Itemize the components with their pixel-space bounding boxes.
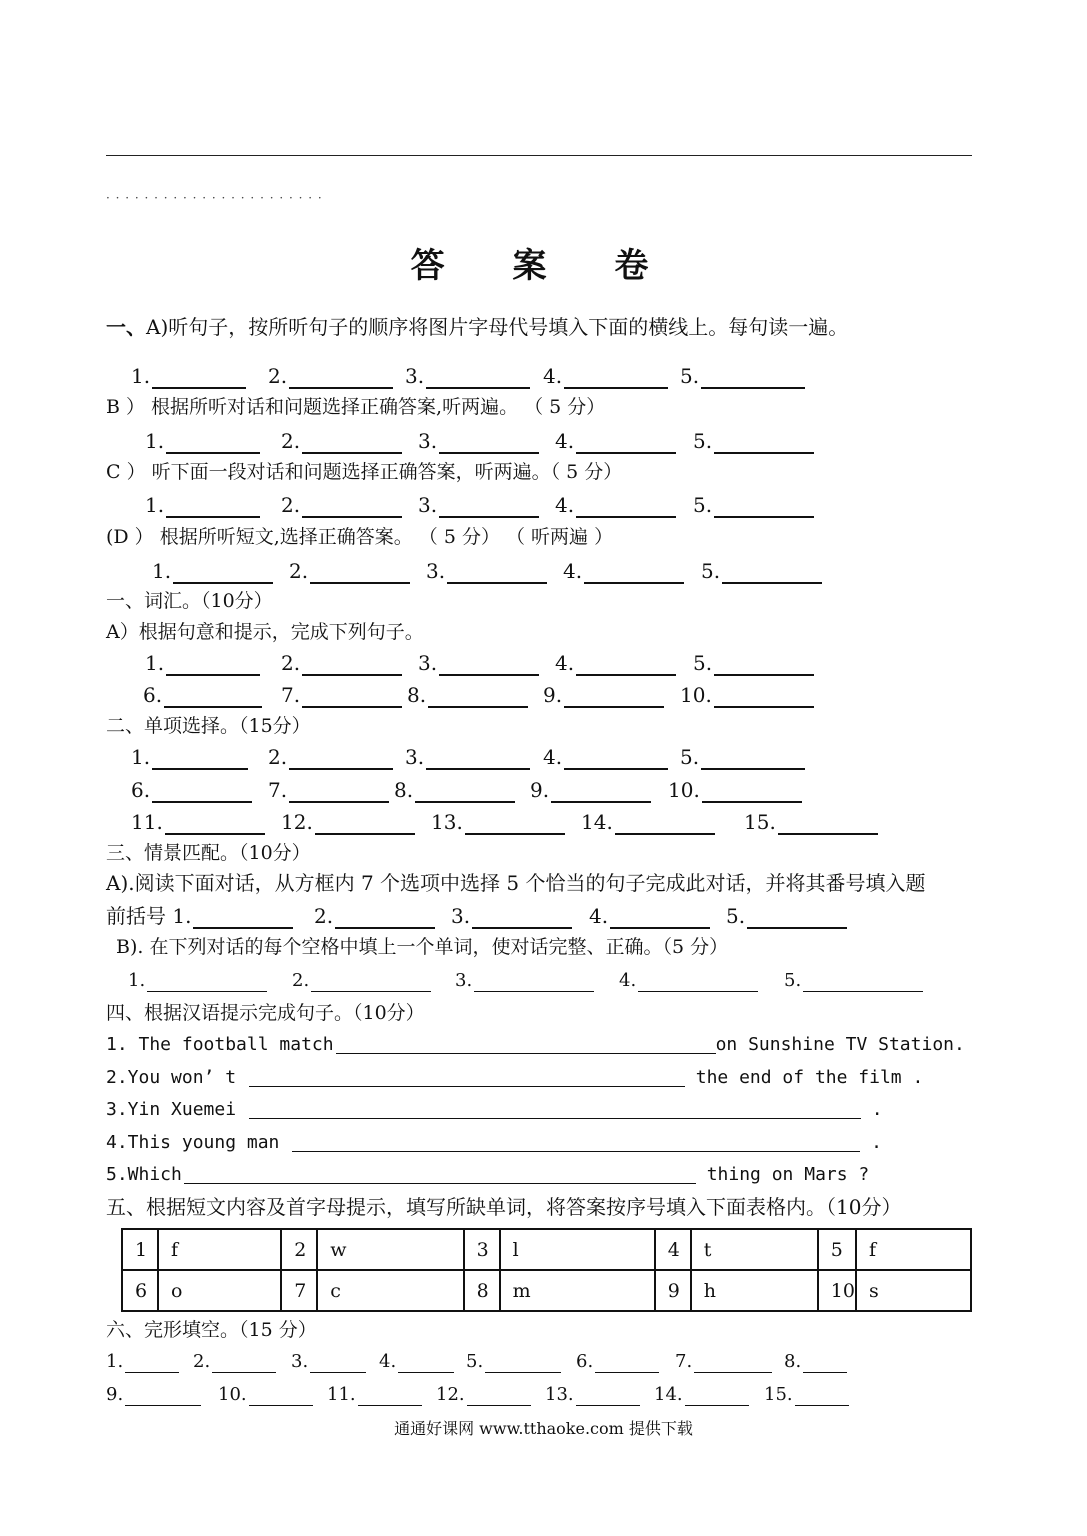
answer-blank[interactable] xyxy=(212,1350,276,1373)
answer-slot: 2. xyxy=(281,648,402,678)
table-row xyxy=(122,1270,971,1311)
answer-blank[interactable] xyxy=(701,365,805,389)
answer-blank[interactable] xyxy=(310,1350,366,1373)
answer-blank[interactable] xyxy=(289,779,389,803)
answer-blank[interactable] xyxy=(467,1383,531,1406)
answer-row-1a xyxy=(0,361,1087,391)
answer-blank[interactable] xyxy=(125,1350,179,1373)
answer-slot: 1. xyxy=(106,1347,179,1377)
answer-slot: 9. xyxy=(530,775,651,805)
answer-blank[interactable] xyxy=(289,746,393,770)
answer-slot: 2. xyxy=(289,556,410,586)
answer-slot: 3. xyxy=(405,742,530,772)
answer-row-1b xyxy=(0,426,1087,456)
table-cell-number: 3 xyxy=(464,1229,500,1270)
answer-slot: 7. xyxy=(281,680,402,710)
answer-slot: 4. xyxy=(543,361,668,391)
answer-slot: 1. xyxy=(131,361,246,391)
answer-slot: 7. xyxy=(675,1347,772,1377)
answer-blank[interactable] xyxy=(576,494,676,518)
answer-row-mc-2 xyxy=(0,775,1087,805)
answer-blank[interactable] xyxy=(778,811,878,835)
answer-slot: 9. xyxy=(106,1380,201,1410)
answer-slot: 4. xyxy=(619,966,758,996)
answer-blank[interactable] xyxy=(439,430,539,454)
answer-slot: 12. xyxy=(436,1380,531,1410)
answer-slot: 13. xyxy=(545,1380,640,1410)
answer-blank[interactable] xyxy=(576,430,676,454)
answer-row-vocab-2 xyxy=(0,680,1087,710)
answer-slot: 4. xyxy=(555,426,676,456)
answer-slot: 3. xyxy=(455,966,594,996)
answer-slot: 3. xyxy=(451,901,572,931)
dotted-leader: · · · · · · · · · · · · · · · · · · · · · · · xyxy=(106,191,323,205)
answer-blank[interactable] xyxy=(358,1383,422,1406)
answer-blank[interactable] xyxy=(803,1350,847,1373)
match-a-instruction: A).阅读下面对话，从方框内 7 个选项中选择 5 个恰当的句子完成此对话，并将其番号填入题 xyxy=(106,871,926,895)
answer-slot: 5. xyxy=(680,742,805,772)
sentence-item: 3.Yin Xuemei . xyxy=(106,1099,883,1120)
answer-slot: 10. xyxy=(668,775,802,805)
answer-blank[interactable] xyxy=(428,684,528,708)
answer-slot: 3. xyxy=(426,556,547,586)
answer-blank[interactable] xyxy=(147,969,267,992)
answer-slot: 4. xyxy=(555,490,676,520)
sentence-item: 5.Which thing on Mars ? xyxy=(106,1164,870,1185)
answer-slot: 11. xyxy=(131,807,265,837)
answer-slot: 5. xyxy=(693,426,814,456)
answer-blank[interactable] xyxy=(610,905,710,929)
answer-blank[interactable] xyxy=(152,779,252,803)
answer-slot: 8. xyxy=(407,680,528,710)
table-cell-number: 10 xyxy=(818,1270,856,1311)
answer-blank[interactable] xyxy=(694,1350,772,1373)
answer-slot: 11. xyxy=(327,1380,422,1410)
answer-blank[interactable] xyxy=(398,1350,454,1373)
answer-blank[interactable] xyxy=(315,811,415,835)
answer-blank[interactable] xyxy=(302,652,402,676)
answer-slot: 8. xyxy=(394,775,515,805)
answer-slot: 3. xyxy=(291,1347,366,1377)
answer-slot: 6. xyxy=(131,775,252,805)
answer-blank[interactable] xyxy=(426,746,530,770)
answer-slot: 15. xyxy=(744,807,878,837)
answer-blank[interactable] xyxy=(426,365,530,389)
vocab-heading: 一、词汇。（10分） xyxy=(106,590,273,612)
answer-slot: 14. xyxy=(581,807,715,837)
answer-blank[interactable] xyxy=(302,684,402,708)
answer-blank[interactable] xyxy=(302,494,402,518)
table-cell-number: 9 xyxy=(655,1270,691,1311)
answer-blank[interactable] xyxy=(447,560,547,584)
answer-slot: 1. xyxy=(145,490,260,520)
answer-slot: 5. xyxy=(693,648,814,678)
answer-slot: 1. xyxy=(152,556,273,586)
fill-heading: 五、根据短文内容及首字母提示，填写所缺单词，将答案按序号填入下面表格内。（10分） xyxy=(106,1195,902,1219)
mc-heading: 二、单项选择。（15分） xyxy=(106,715,311,737)
answer-blank[interactable] xyxy=(564,746,668,770)
answer-row-vocab-1 xyxy=(0,648,1087,678)
answer-blank[interactable] xyxy=(714,494,814,518)
answer-slot: 前括号 1. xyxy=(106,901,293,931)
answer-blank[interactable] xyxy=(310,560,410,584)
answer-blank[interactable] xyxy=(701,746,805,770)
answer-blank[interactable] xyxy=(714,684,814,708)
answer-slot: 2. xyxy=(268,742,393,772)
answer-blank[interactable] xyxy=(173,560,273,584)
answer-slot: 3. xyxy=(418,648,539,678)
answer-slot: 1. xyxy=(145,426,260,456)
table-cell-number: 4 xyxy=(655,1229,691,1270)
answer-blank[interactable] xyxy=(311,969,431,992)
cloze-heading: 六、完形填空。（15 分） xyxy=(106,1319,317,1341)
answer-slot: 2. xyxy=(268,361,393,391)
answer-blank[interactable] xyxy=(564,684,664,708)
table-cell-answer[interactable]: f xyxy=(158,1229,281,1270)
answer-blank[interactable] xyxy=(152,746,248,770)
answer-slot: 5. xyxy=(466,1347,561,1377)
table-cell-number: 8 xyxy=(464,1270,500,1311)
section-1b-instruction: B ） 根据所听对话和问题选择正确答案,听两遍。 （ 5 分） xyxy=(106,396,606,418)
answer-blank[interactable] xyxy=(166,652,260,676)
match-b-instruction: B). 在下列对话的每个空格中填上一个单词，使对话完整、正确。（5 分） xyxy=(116,936,729,958)
answer-slot: 2. xyxy=(281,490,402,520)
answer-blank[interactable] xyxy=(564,365,668,389)
match-heading: 三、情景匹配。（10分） xyxy=(106,842,311,864)
table-cell-answer[interactable]: h xyxy=(691,1270,818,1311)
section-1-heading: 一、 xyxy=(106,315,146,339)
table-cell-answer[interactable]: m xyxy=(500,1270,655,1311)
table-cell-answer[interactable]: l xyxy=(500,1229,655,1270)
answer-slot: 3. xyxy=(418,490,539,520)
answer-row-mc-3 xyxy=(0,807,1087,837)
answer-blank[interactable] xyxy=(152,365,246,389)
answer-blank[interactable] xyxy=(439,494,539,518)
sentence-item: 4.This young man . xyxy=(106,1132,882,1153)
answer-slot: 2. xyxy=(314,901,435,931)
answer-slot: 6. xyxy=(143,680,262,710)
answer-slot: 8. xyxy=(784,1347,847,1377)
answer-blank[interactable] xyxy=(615,811,715,835)
answer-blank[interactable] xyxy=(485,1350,561,1373)
answer-row-cloze-2 xyxy=(0,1380,1087,1410)
answer-slot: 4. xyxy=(555,648,676,678)
answer-slot: 1. xyxy=(131,742,248,772)
answer-blank[interactable] xyxy=(415,779,515,803)
answer-blank[interactable] xyxy=(638,969,758,992)
table-cell-answer[interactable]: o xyxy=(158,1270,281,1311)
answer-row-cloze-1 xyxy=(0,1347,1087,1377)
answer-blank[interactable] xyxy=(472,905,572,929)
section-1-instruction xyxy=(106,312,848,342)
answer-slot: 7. xyxy=(268,775,389,805)
answer-table xyxy=(121,1228,972,1312)
answer-slot: 9. xyxy=(543,680,664,710)
table-cell-answer[interactable]: t xyxy=(691,1229,818,1270)
sentences-heading: 四、根据汉语提示完成句子。（10分） xyxy=(106,1002,425,1024)
section-1-text: A)听句子，按所听句子的顺序将图片字母代号填入下面的横线上。每句读一遍。 xyxy=(146,315,849,339)
answer-blank[interactable] xyxy=(465,811,565,835)
answer-blank[interactable] xyxy=(474,969,594,992)
answer-blank[interactable] xyxy=(249,1068,685,1087)
table-row xyxy=(122,1229,971,1270)
answer-blank[interactable] xyxy=(722,560,822,584)
answer-slot: 5. xyxy=(680,361,805,391)
answer-slot: 5. xyxy=(784,966,923,996)
answer-blank[interactable] xyxy=(702,779,802,803)
answer-blank[interactable] xyxy=(747,905,847,929)
answer-slot: 12. xyxy=(281,807,415,837)
answer-slot: 2. xyxy=(193,1347,276,1377)
answer-row-match-a xyxy=(0,901,1087,931)
answer-blank[interactable] xyxy=(125,1383,201,1406)
sentence-item: 1. The football match on Sunshine TV Station. xyxy=(106,1034,965,1055)
answer-blank[interactable] xyxy=(714,430,814,454)
answer-slot: 4. xyxy=(379,1347,454,1377)
answer-slot: 15. xyxy=(764,1380,849,1410)
vocab-subheading: A）根据句意和提示，完成下列句子。 xyxy=(106,621,424,643)
answer-slot: 4. xyxy=(563,556,684,586)
table-cell-answer[interactable]: w xyxy=(317,1229,463,1270)
answer-row-1c xyxy=(0,490,1087,520)
answer-slot: 2. xyxy=(292,966,431,996)
footer-credit: 通通好课网 www.tthaoke.com 提供下载 xyxy=(394,1419,693,1438)
answer-blank[interactable] xyxy=(166,494,260,518)
table-cell-answer[interactable]: f xyxy=(856,1229,971,1270)
answer-blank[interactable] xyxy=(439,652,539,676)
answer-blank[interactable] xyxy=(795,1383,849,1406)
answer-slot: 13. xyxy=(431,807,565,837)
table-cell-number: 5 xyxy=(818,1229,856,1270)
answer-blank[interactable] xyxy=(576,652,676,676)
answer-blank[interactable] xyxy=(249,1100,861,1119)
answer-slot: 10. xyxy=(218,1380,313,1410)
answer-row-1d xyxy=(0,556,1087,586)
section-1c-instruction: C ） 听下面一段对话和问题选择正确答案，听两遍。（ 5 分） xyxy=(106,461,623,483)
table-cell-number: 7 xyxy=(281,1270,317,1311)
answer-blank[interactable] xyxy=(576,1383,640,1406)
answer-blank[interactable] xyxy=(249,1383,313,1406)
answer-slot: 5. xyxy=(701,556,822,586)
answer-row-mc-1 xyxy=(0,742,1087,772)
answer-slot: 4. xyxy=(589,901,710,931)
answer-slot: 1. xyxy=(128,966,267,996)
answer-slot: 1. xyxy=(145,648,260,678)
answer-blank[interactable] xyxy=(685,1383,749,1406)
answer-blank[interactable] xyxy=(584,560,684,584)
answer-slot: 3. xyxy=(418,426,539,456)
answer-blank[interactable] xyxy=(803,969,923,992)
answer-blank[interactable] xyxy=(302,430,402,454)
answer-blank[interactable] xyxy=(193,905,293,929)
answer-slot: 3. xyxy=(405,361,530,391)
sentence-item: 2.You won’ t the end of the film . xyxy=(106,1067,924,1088)
answer-blank[interactable] xyxy=(166,430,260,454)
answer-slot: 2. xyxy=(281,426,402,456)
answer-blank[interactable] xyxy=(336,1035,716,1054)
answer-blank[interactable] xyxy=(551,779,651,803)
answer-slot: 5. xyxy=(693,490,814,520)
answer-blank[interactable] xyxy=(714,652,814,676)
page-title: 答 案 卷 xyxy=(410,246,677,286)
section-1d-instruction: (D ） 根据所听短文,选择正确答案。 （ 5 分） （ 听两遍 ） xyxy=(106,526,614,548)
answer-blank[interactable] xyxy=(289,365,393,389)
answer-blank[interactable] xyxy=(595,1350,659,1373)
answer-slot: 14. xyxy=(654,1380,749,1410)
answer-blank[interactable] xyxy=(165,811,265,835)
header-rule xyxy=(106,155,972,156)
answer-slot: 4. xyxy=(543,742,668,772)
answer-slot: 5. xyxy=(726,901,847,931)
table-cell-answer[interactable]: s xyxy=(856,1270,971,1311)
table-cell-answer[interactable]: c xyxy=(317,1270,463,1311)
answer-slot: 6. xyxy=(576,1347,659,1377)
answer-blank[interactable] xyxy=(184,1165,696,1184)
answer-blank[interactable] xyxy=(292,1133,860,1152)
answer-slot: 10. xyxy=(680,680,814,710)
answer-blank[interactable] xyxy=(335,905,435,929)
table-cell-number: 6 xyxy=(122,1270,158,1311)
answer-blank[interactable] xyxy=(164,684,262,708)
answer-row-match-b xyxy=(0,966,1087,996)
table-cell-number: 2 xyxy=(281,1229,317,1270)
table-cell-number: 1 xyxy=(122,1229,158,1270)
